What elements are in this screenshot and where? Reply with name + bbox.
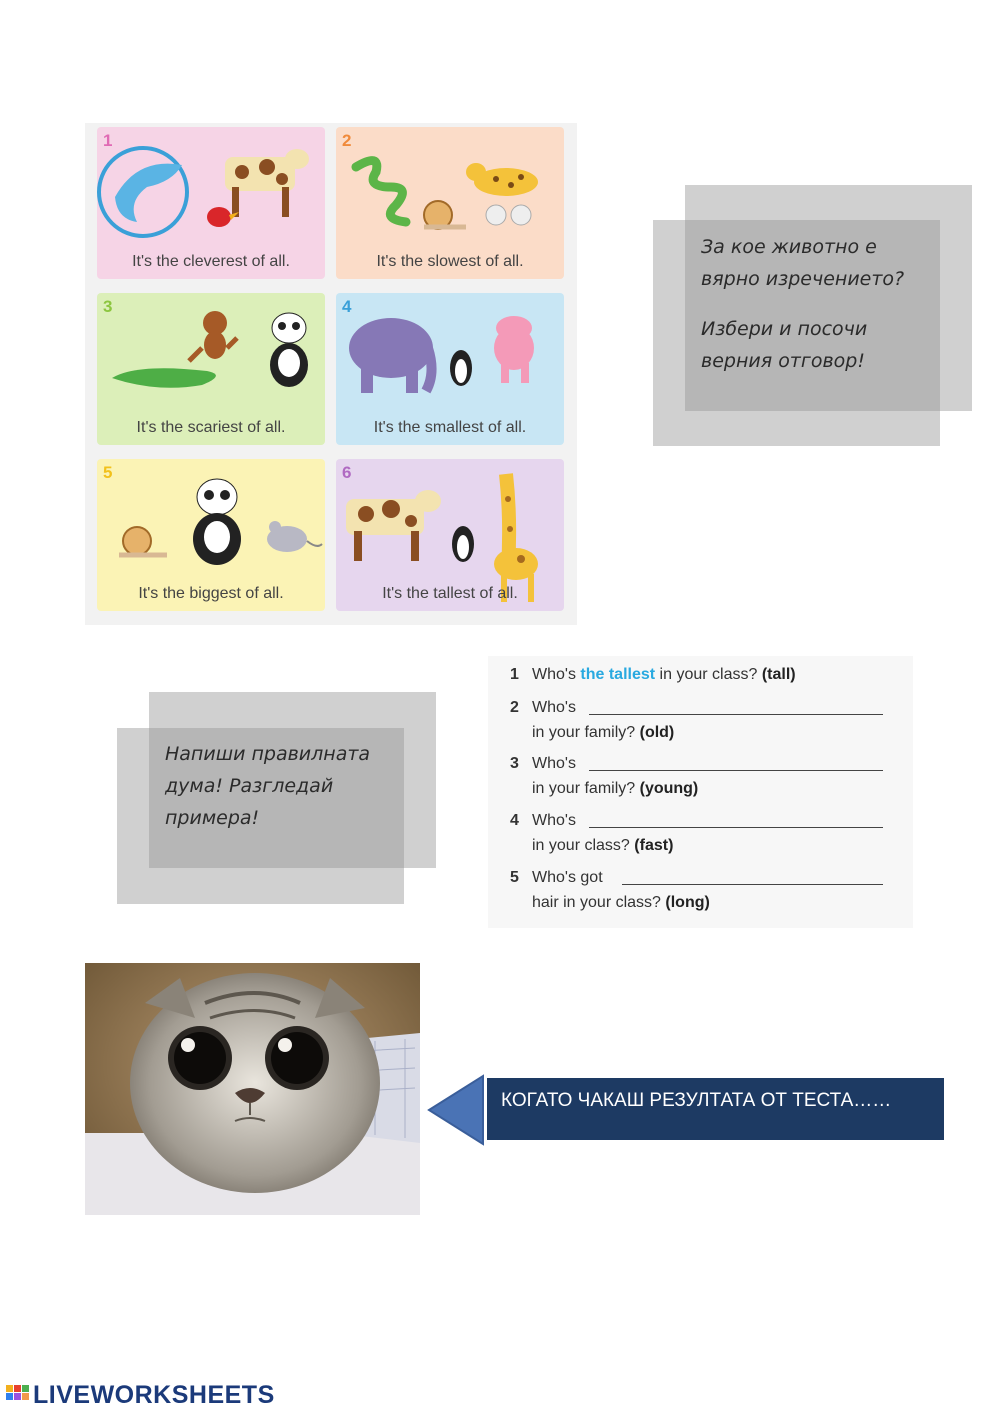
- arrow-left-icon: [427, 1074, 487, 1146]
- instruction2-line2: дума! Разгледай: [165, 775, 334, 797]
- instruction1-text: [701, 231, 904, 377]
- item-number: 1: [510, 666, 519, 683]
- card-number: 1: [103, 131, 113, 150]
- item-post: in your class?: [659, 666, 758, 683]
- animal-card-6[interactable]: [336, 459, 564, 611]
- card-number: 5: [103, 463, 113, 482]
- item-second-text: in your family?: [532, 724, 636, 741]
- card-caption: It's the tallest of all.: [382, 585, 518, 602]
- item-number: 3: [510, 755, 519, 772]
- answer-line-2[interactable]: [589, 714, 883, 715]
- item-second-text: in your class?: [532, 837, 630, 854]
- answer-line-5[interactable]: [622, 884, 883, 885]
- item-second-line: [532, 724, 674, 742]
- item-second-line: [532, 894, 710, 912]
- card-caption: It's the slowest of all.: [376, 253, 524, 270]
- logo-text: LIVEWORKSHEETS: [33, 1381, 275, 1409]
- cat-photo: [85, 963, 420, 1215]
- card-number: 3: [103, 297, 113, 316]
- item-second-line: [532, 780, 698, 798]
- item-second-line: [532, 837, 673, 855]
- instruction2-line1: Напиши правилната: [165, 743, 371, 765]
- animal-card-3[interactable]: [97, 293, 325, 445]
- banner-text: КОГАТО ЧАКАШ РЕЗУЛТАТА ОТ ТЕСТА……: [501, 1090, 892, 1111]
- exercise-panel: [488, 656, 913, 928]
- answer-line-3[interactable]: [589, 770, 883, 771]
- card-number: 2: [342, 131, 352, 150]
- item-second-text: in your family?: [532, 780, 636, 797]
- instruction2-text: [165, 738, 370, 834]
- item-pre: Who's got: [532, 869, 603, 886]
- item-hint: (old): [639, 724, 675, 741]
- item-text: [532, 666, 796, 684]
- card-caption: It's the smallest of all.: [373, 419, 527, 436]
- item-pre: Who's: [532, 699, 576, 716]
- instruction1-line1: За кое животно е: [701, 236, 877, 258]
- animal-card-2[interactable]: [336, 127, 564, 279]
- animal-grid: [85, 123, 577, 625]
- item-hint: (tall): [761, 666, 796, 683]
- instruction2-line3: примера!: [165, 807, 260, 829]
- card-number: 4: [342, 297, 352, 316]
- item-pre: Who's: [532, 666, 576, 683]
- card-caption: It's the cleverest of all.: [132, 253, 290, 270]
- item-pre: Who's: [532, 755, 576, 772]
- item-hint: (young): [639, 780, 699, 797]
- item-second-text: hair in your class?: [532, 894, 661, 911]
- animal-card-5[interactable]: [97, 459, 325, 611]
- example-answer: the tallest: [580, 666, 656, 683]
- item-hint: (long): [665, 894, 710, 911]
- item-pre: Who's: [532, 812, 576, 829]
- item-number: 2: [510, 699, 519, 716]
- instruction1-line2: вярно изречението?: [701, 268, 905, 290]
- cat-illustration: [85, 963, 420, 1215]
- item-hint: (fast): [634, 837, 674, 854]
- animal-card-4[interactable]: [336, 293, 564, 445]
- item-number: 5: [510, 869, 519, 886]
- instruction1-line4: верния отговор!: [701, 350, 865, 372]
- item-number: 4: [510, 812, 519, 829]
- logo-blocks-icon: [6, 1385, 30, 1405]
- animal-card-1[interactable]: [97, 127, 325, 279]
- instruction1-line3: Избери и посочи: [701, 318, 868, 340]
- waiting-banner: [487, 1078, 944, 1140]
- card-number: 6: [342, 463, 352, 482]
- card-caption: It's the scariest of all.: [136, 419, 286, 436]
- answer-line-4[interactable]: [589, 827, 883, 828]
- card-caption: It's the biggest of all.: [138, 585, 284, 602]
